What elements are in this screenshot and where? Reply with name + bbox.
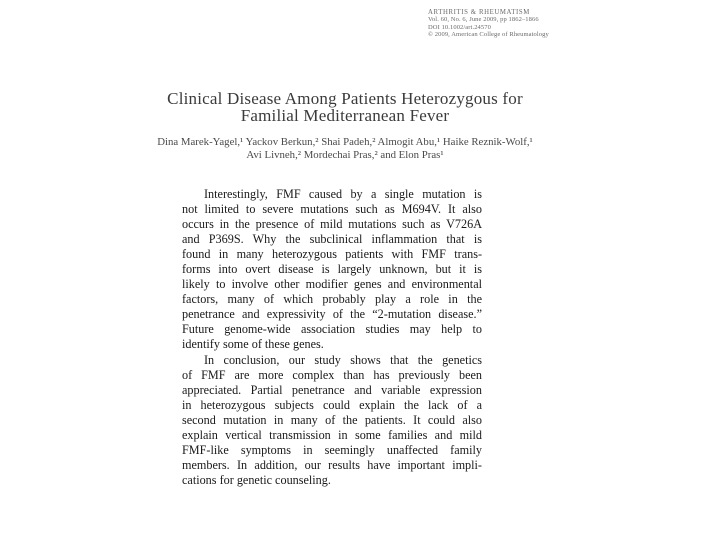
- text-line: FMF-like symptoms in seemingly unaffected family: [182, 442, 482, 457]
- journal-name: ARTHRITIS & RHEUMATISM: [428, 9, 530, 16]
- text-line: in heterozygous subjects could explain the lack of a: [182, 397, 482, 412]
- paragraph-2: [182, 353, 482, 488]
- text-line: Interestingly, FMF caused by a single mutation is: [204, 187, 482, 201]
- text-line: identify some of these genes.: [182, 337, 324, 352]
- journal-copyright: © 2009, American College of Rheumatology: [428, 31, 549, 39]
- text-line: likely to involve other modifier genes and environmental: [182, 277, 482, 292]
- article-title: [130, 90, 560, 124]
- text-line: second mutation in many of the patients. It could also: [182, 412, 482, 427]
- text-line: and P369S. Why the subclinical inflammation that is: [182, 232, 482, 247]
- text-line: explain vertical transmission in some families and mild: [182, 427, 482, 442]
- author-list: [130, 136, 560, 162]
- text-line: appreciated. Partial penetrance and variable expression: [182, 382, 482, 397]
- text-line: penetrance and expressivity of the “2-mutation disease.”: [182, 307, 482, 322]
- author-line: Dina Marek-Yagel,¹ Yackov Berkun,² Shai Padeh,² Almogit Abu,¹ Haike Reznik-Wolf,¹: [157, 136, 533, 148]
- text-line: factors, many of which probably play a role in the: [182, 292, 482, 307]
- journal-header: [428, 9, 578, 39]
- text-line: not limited to severe mutations such as M694V. It also: [182, 202, 482, 217]
- article-title-line: Familial Mediterranean Fever: [240, 106, 450, 125]
- text-line: members. In addition, our results have important impli-: [182, 457, 482, 472]
- text-line: Future genome-wide association studies may help to: [182, 322, 482, 337]
- text-line: found in many heterozygous patients with FMF trans-: [182, 247, 482, 262]
- text-line: occurs in the presence of mild mutations such as V726A: [182, 217, 482, 232]
- article-title-line: Clinical Disease Among Patients Heterozygous for: [167, 89, 523, 108]
- journal-volume-issue: Vol. 60, No. 6, June 2009, pp 1862–1866: [428, 16, 539, 24]
- journal-doi: DOI 10.1002/art.24570: [428, 23, 491, 31]
- text-line: cations for genetic counseling.: [182, 472, 331, 487]
- text-line: forms into overt disease is largely unknown, but it is: [182, 262, 482, 277]
- text-line: of FMF are more complex than has previously been: [182, 367, 482, 382]
- author-line: Avi Livneh,² Mordechai Pras,² and Elon Pras¹: [246, 149, 444, 162]
- paragraph-1: [182, 187, 482, 353]
- text-line: In conclusion, our study shows that the genetics: [204, 352, 482, 367]
- excerpt-body: [182, 187, 482, 488]
